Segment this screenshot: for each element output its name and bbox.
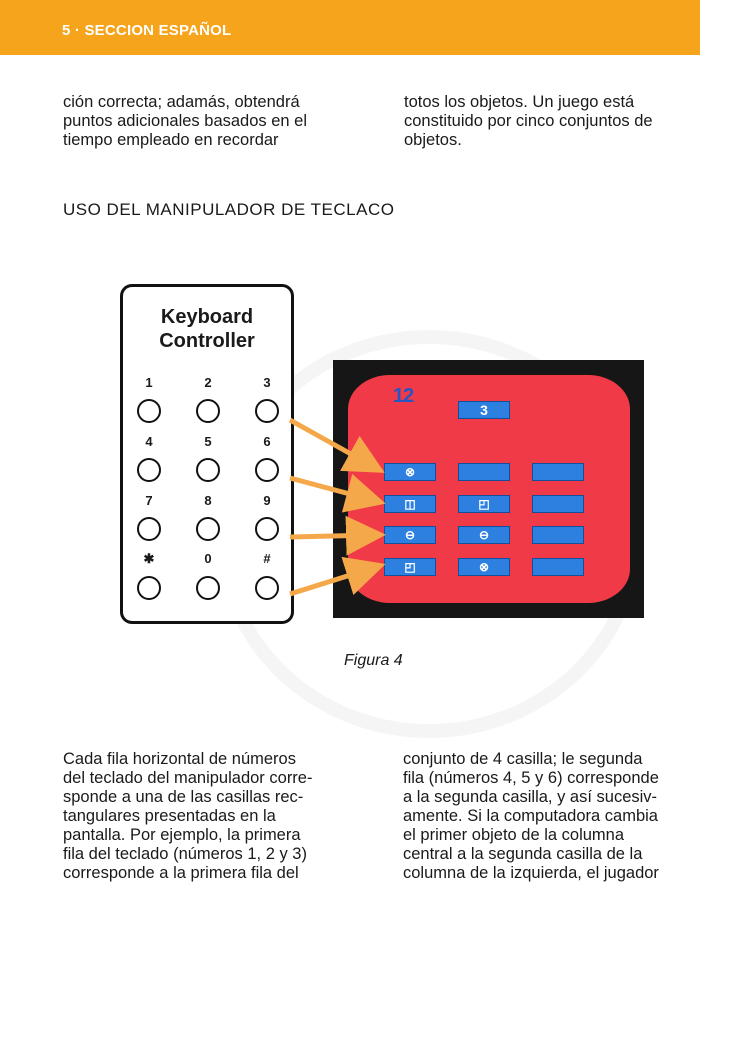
key-label: 3 bbox=[263, 375, 271, 390]
screen-tile: ⊖ bbox=[384, 526, 436, 544]
screen-tile: ◰ bbox=[384, 558, 436, 576]
section-title: USO DEL MANIPULADOR DE TECLACO bbox=[63, 200, 395, 219]
text-line: conjunto de 4 casilla; le segunda bbox=[403, 750, 643, 768]
key-label: # bbox=[263, 551, 271, 566]
text-line: a la segunda casilla, y así sucesiv- bbox=[403, 788, 658, 806]
text-line: sponde a una de las casillas rec- bbox=[63, 788, 304, 806]
key-label: ✱ bbox=[143, 551, 155, 566]
key-label: 9 bbox=[263, 493, 271, 508]
screen-tile: ◫ bbox=[384, 495, 436, 513]
key-label: 6 bbox=[263, 434, 271, 449]
arrow-row-1 bbox=[290, 420, 376, 468]
text-line: columna de la izquierda, el jugador bbox=[403, 864, 659, 882]
screen-tile: ⊖ bbox=[458, 526, 510, 544]
controller-title-line2: Controller bbox=[159, 330, 255, 352]
text-line: corresponde a la primera fila del bbox=[63, 864, 299, 882]
key-label: 5 bbox=[204, 434, 212, 449]
key-label: 4 bbox=[145, 434, 153, 449]
text-line: tangulares presentadas en la bbox=[63, 807, 276, 825]
text-line: totos los objetos. Un juego está bbox=[404, 93, 635, 111]
page-header: 5 · SECCION ESPAÑOL bbox=[62, 22, 232, 39]
text-line: fila del teclado (números 1, 2 y 3) bbox=[63, 845, 307, 863]
bottom-right-column bbox=[403, 750, 723, 883]
screen-tile: ◰ bbox=[458, 495, 510, 513]
text-line: fila (números 4, 5 y 6) corresponde bbox=[403, 769, 659, 787]
target-tile: 3 bbox=[458, 401, 510, 419]
text-line: del teclado del manipulador corre- bbox=[63, 769, 313, 787]
score-display: 12 bbox=[393, 385, 414, 407]
text-line: tiempo empleado en recordar bbox=[63, 131, 279, 149]
text-line: Cada fila horizontal de números bbox=[63, 750, 296, 768]
key-label: 7 bbox=[145, 493, 153, 508]
screen-tile: ⊗ bbox=[458, 558, 510, 576]
arrow-row-4 bbox=[290, 567, 376, 594]
figure-caption: Figura 4 bbox=[344, 652, 403, 669]
key-label: 1 bbox=[145, 375, 153, 390]
text-line: pantalla. Por ejemplo, la primera bbox=[63, 826, 301, 844]
arrow-row-2 bbox=[290, 478, 376, 501]
text-line: amente. Si la computadora cambia bbox=[403, 807, 658, 825]
screen-tile: ⊗ bbox=[384, 463, 436, 481]
key-label: 0 bbox=[204, 551, 212, 566]
text-line: el primer objeto de la columna bbox=[403, 826, 625, 844]
arrow-row-3 bbox=[290, 535, 376, 537]
text-line: puntos adicionales basados en el bbox=[63, 112, 308, 130]
text-line: ción correcta; adamás, obtendrá bbox=[63, 93, 300, 111]
controller-title-line1: Keyboard bbox=[160, 306, 254, 328]
text-line: constituido por cinco conjuntos de bbox=[404, 112, 653, 130]
text-line: central a la segunda casilla de la bbox=[403, 845, 643, 863]
key-label: 2 bbox=[204, 375, 212, 390]
key-label: 8 bbox=[204, 493, 212, 508]
text-line: objetos. bbox=[404, 131, 462, 149]
bottom-left-column bbox=[63, 750, 373, 883]
